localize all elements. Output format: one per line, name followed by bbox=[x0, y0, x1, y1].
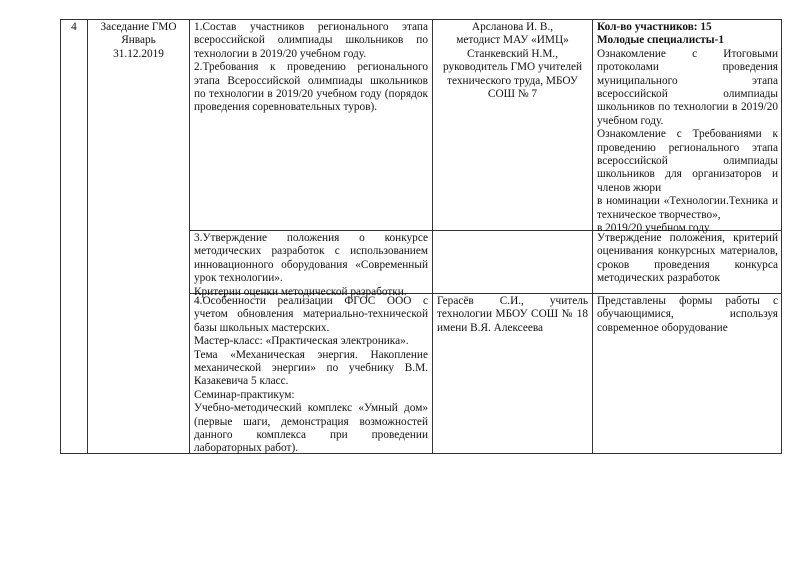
responsible-line: Станкевский Н.М., bbox=[466, 47, 559, 60]
responsible-line: руководитель ГМО учителей bbox=[442, 61, 583, 74]
topic-text: Мастер-класс: «Практическая электроника». bbox=[194, 335, 409, 348]
responsible-line: Арсланова И. В., bbox=[471, 21, 554, 33]
event-date: 31.12.2019 bbox=[113, 47, 164, 60]
result-text: Ознакомление с Требованиями к проведению регионального этапа всероссийской олимпиады школьников для организаторов и членов жюри bbox=[597, 128, 778, 194]
participants-count: Кол-во участников: 15 bbox=[597, 21, 712, 33]
responsible-line: СОШ № 7 bbox=[487, 88, 538, 101]
plan-table bbox=[60, 19, 782, 454]
responsible-line: методист МАУ «ИМЦ» bbox=[456, 34, 569, 47]
topic-text: 1.Состав участников регионального этапа всероссийской олимпиады школьников по технологии в 2019/20 учебном году. bbox=[194, 21, 428, 60]
topic-text: Учебно-методический комплекс «Умный дом» (первые шаги, демонстрация возможностей данного комплекса при проведении лабораторных работ). bbox=[194, 402, 428, 455]
row-number-cell bbox=[61, 20, 87, 34]
responsible-line: технического труда, МБОУ bbox=[447, 74, 578, 87]
topics-cell-2 bbox=[190, 231, 432, 299]
responsible-cell-2 bbox=[433, 231, 592, 232]
result-cell-3 bbox=[593, 294, 782, 335]
result-text: в номинации «Технологии.Техника и техническое творчество», bbox=[597, 195, 778, 221]
result-text: Представлены формы работы с обучающимися, используя современное оборудование bbox=[597, 295, 778, 334]
row-number: 4 bbox=[71, 21, 77, 33]
topics-cell-1 bbox=[190, 20, 432, 115]
event-cell bbox=[88, 20, 189, 61]
event-title: Заседание ГМО bbox=[100, 21, 177, 33]
topics-cell-3 bbox=[190, 294, 432, 456]
topic-text: 4.Особенности реализации ФГОС ООО с учетом обновления материально-технической базы школьных мастерских. bbox=[194, 295, 428, 334]
result-text: Ознакомление с Итоговыми протоколами проведения муниципального этапа всероссийской олимпиады школьников по технологии в 2019/20 учебном году. bbox=[597, 47, 778, 127]
topic-text: Тема «Механическая энергия. Накопление механической энергии» по учебнику В.М. Казакевича 5 класс. bbox=[194, 348, 428, 388]
result-cell-2 bbox=[593, 231, 782, 286]
responsible-text: Герасёв С.И., учитель технологии МБОУ СОШ № 18 имени В.Я. Алексеева bbox=[437, 295, 588, 334]
result-text: Утверждение положения, критерий оценивания конкурсных материалов, сроков проведения конкурса методических разработок bbox=[597, 232, 778, 285]
topic-text: 2.Требования к проведению регионального этапа Всероссийской олимпиады школьников по технологии в 2019/20 учебном году (порядок проведения соревновательных туров). bbox=[194, 61, 428, 114]
result-cell-1 bbox=[593, 20, 782, 236]
column-divider bbox=[87, 20, 88, 453]
responsible-cell-3 bbox=[433, 294, 592, 335]
topic-text: 3.Утверждение положения о конкурсе методических разработок с использованием инновационного оборудования «Современный урок технологии». bbox=[194, 232, 428, 285]
responsible-cell-1 bbox=[433, 20, 592, 101]
topic-text: Семинар-практикум: bbox=[194, 388, 295, 401]
topic-text: Критерии оценки методической разработки. bbox=[194, 285, 407, 298]
result-text: в 2019/20 учебном году. bbox=[597, 222, 712, 235]
event-month: Январь bbox=[121, 34, 156, 47]
young-specialists: Молодые специалисты-1 bbox=[597, 34, 724, 47]
